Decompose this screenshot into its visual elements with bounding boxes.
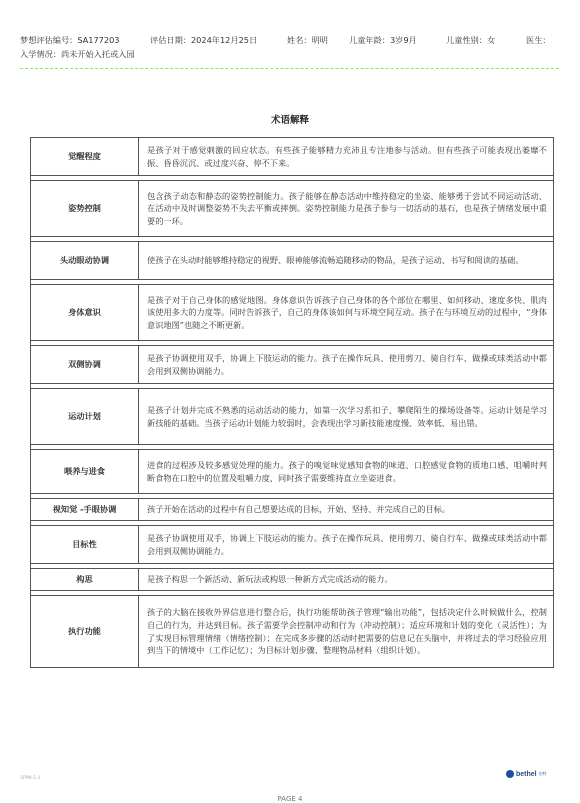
- logo-subtext: 伯特: [538, 771, 547, 776]
- assessment-id: 梦想评估编号：SA177203: [20, 35, 120, 45]
- child-gender: 儿童性别：女: [446, 35, 496, 45]
- term-description: 孩子开始在活动的过程中有自己想要达成的目标，开始、坚持、并完成自己的目标。: [139, 499, 554, 521]
- terms-table-body: [31, 138, 554, 668]
- term-description: 包含孩子动态和静态的姿势控制能力。孩子能够在静态活动中维持稳定的坐姿、能够勇于尝试不同运动活动、在活动中及时调整姿势不失去平衡或摔倒。姿势控制能力是孩子参与一切活动的基石，也是孩子情绪发展中重要的一环。: [139, 181, 554, 237]
- term-name: 执行功能: [31, 596, 139, 668]
- brand-logo: [506, 770, 547, 778]
- term-description: 孩子的大脑在接收外界信息进行整合后，执行功能帮助孩子管理“输出功能”，包括决定什么时候做什么，控制自己的行为，并达到目标。孩子需要学会控制冲动和行为（冲动控制）；适应环境和计划的变化（灵活性）；为了实现目标管理情绪（情绪控制）；在完成多步骤的活动时把需要的信息记在头脑中，并将过去的学习经验应用到当下的情境中（工作记忆）；为目标计划步骤、整理物品材料（组织计划）。: [139, 596, 554, 668]
- term-description: 是孩子构思一个新活动、新玩法或构思一种新方式完成活动的能力。: [139, 569, 554, 591]
- logo-text: bethel: [516, 770, 537, 778]
- term-row: [31, 596, 554, 668]
- term-row: [31, 499, 554, 521]
- terms-table: [30, 137, 554, 668]
- term-name: 姿势控制: [31, 181, 139, 237]
- header-divider: [20, 68, 559, 69]
- term-row: [31, 285, 554, 341]
- term-name: 觉醒程度: [31, 138, 139, 176]
- term-name: 构思: [31, 569, 139, 591]
- term-description: 使孩子在头动时能够维持稳定的视野、眼神能够流畅追随移动的物品，是孩子运动、书写和阅读的基础。: [139, 242, 554, 280]
- term-name: 视知觉 -手眼协调: [31, 499, 139, 521]
- page-title: 术语解释: [270, 115, 309, 126]
- term-description: 是孩子对于自己身体的感觉地图。身体意识告诉孩子自己身体的各个部位在哪里、如何移动、速度多快、肌肉该使用多大的力度等。同时告诉孩子，自己的身体该如何与环境空间互动。孩子在与环境互动的过程中，“身体意识地图”也随之不断更新。: [139, 285, 554, 341]
- header-row-enrollment: [20, 49, 560, 60]
- term-name: 头动眼动协调: [31, 242, 139, 280]
- child-age: 儿童年龄：3岁9月: [349, 35, 417, 45]
- term-name: 喂养与进食: [31, 450, 139, 494]
- term-name: 双侧协调: [31, 346, 139, 384]
- term-row: [31, 181, 554, 237]
- term-name: 运动计划: [31, 389, 139, 445]
- footer-note: SPPN-1.1: [20, 776, 41, 781]
- term-description: 是孩子计划并完成不熟悉的运动活动的能力，如第一次学习系扣子、攀爬陌生的操场设备等。运动计划是学习新技能的基础。当孩子运动计划能力较弱时，会表现出学习新技能速度慢、效率低、易出错。: [139, 389, 554, 445]
- term-row: [31, 526, 554, 564]
- term-row: [31, 242, 554, 280]
- logo-mark-icon: [506, 770, 514, 778]
- term-description: 是孩子协调使用双手，协调上下肢运动的能力。孩子在操作玩具、使用剪刀、骑自行车、做操或球类活动中都会用到双侧协调能力。: [139, 346, 554, 384]
- header-row-main: [20, 35, 560, 46]
- term-row: [31, 346, 554, 384]
- term-name: 目标性: [31, 526, 139, 564]
- doctor-label: 医生：: [526, 35, 551, 45]
- assessment-date: 评估日期：2024年12月25日: [150, 35, 258, 45]
- page-number: PAGE 4: [277, 795, 303, 803]
- term-row: [31, 450, 554, 494]
- child-name: 姓名：明明: [287, 35, 328, 45]
- term-row: [31, 389, 554, 445]
- term-name: 身体意识: [31, 285, 139, 341]
- report-header: [20, 35, 560, 60]
- enrollment-status: 入学情况：尚未开始入托或入园: [20, 49, 135, 59]
- term-description: 进食的过程涉及较多感觉处理的能力。孩子的嗅觉味觉感知食物的味道、口腔感觉食物的质地口感、咀嚼时判断食物在口腔中的位置及咀嚼力度，同时孩子需要维持直立坐姿进食。: [139, 450, 554, 494]
- term-row: [31, 569, 554, 591]
- term-row: [31, 138, 554, 176]
- term-description: 是孩子对于感觉刺激的回应状态。有些孩子能够精力充沛且专注地参与活动。但有些孩子可能表现出萎靡不振、昏昏沉沉、或过度兴奋、停不下来。: [139, 138, 554, 176]
- term-description: 是孩子协调使用双手，协调上下肢运动的能力。孩子在操作玩具、使用剪刀、骑自行车、做操或球类活动中都会用到双侧协调能力。: [139, 526, 554, 564]
